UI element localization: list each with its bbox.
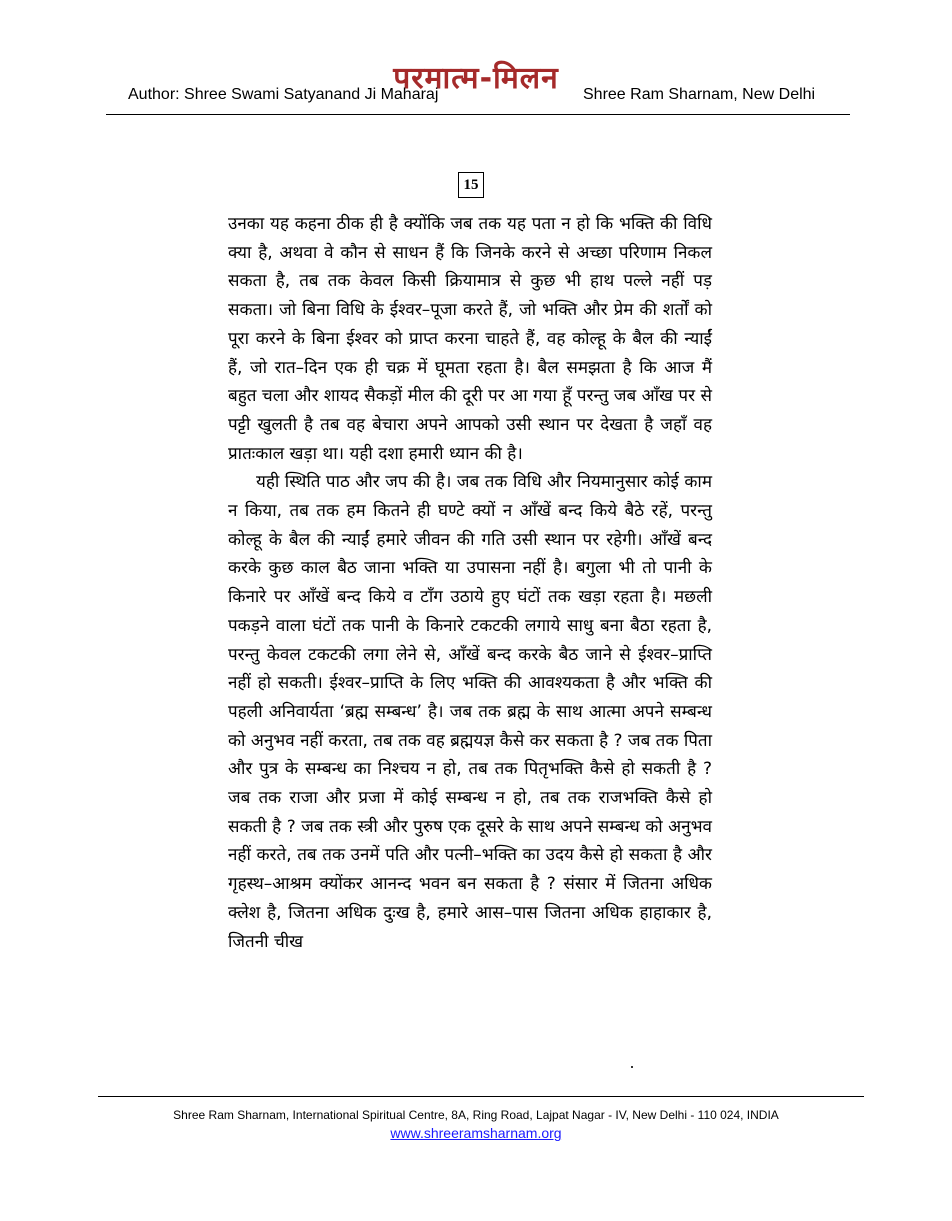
author-line: Author: Shree Swami Satyanand Ji Maharaj xyxy=(128,86,439,103)
footer-website-container xyxy=(0,1125,952,1141)
footer-address: Shree Ram Sharnam, International Spiritual Centre, 8A, Ring Road, Lajpat Nagar - IV, New Delhi - 110 024, INDIA xyxy=(173,1108,779,1122)
website-link[interactable]: www.shreeramsharnam.org xyxy=(390,1125,562,1141)
paragraph-2: यही स्थिति पाठ और जप की है। जब तक विधि और नियमानुसार कोई काम न किया, तब तक हम कितने ही घण्टे क्यों न आँखें बन्द किये बैठे रहें, परन्तु कोल्हू के बैल की न्याईं हमारे जीवन की गति उसी स्थान पर रहेगी। आँखें बन्द करके कुछ काल बैठ जाना भक्ति या उपासना नहीं है। बगुला भी तो पानी के किनारे पर आँखें बन्द किये व टाँग उठाये हुए घंटों तक खड़ा रहता है। मछली पकड़ने वाला घंटों तक पानी के किनारे टकटकी लगाये साधु बना बैठा रहता है, परन्तु केवल टकटकी लगा लेने से, आँखें बन्द करके बैठ जाने से ईश्वर–प्राप्ति नहीं हो सकती। ईश्वर–प्राप्ति के लिए भक्ति की आवश्यकता है और भक्ति की पहली अनिवार्यता ‘ब्रह्म सम्बन्ध’ है। जब तक ब्रह्म के साथ आत्मा अपने सम्बन्ध को अनुभव नहीं करता, तब तक वह ब्रह्मयज्ञ कैसे कर सकता है ? जब तक पिता और पुत्र के सम्बन्ध का निश्चय न हो, तब तक पितृभक्ति कैसे हो सकती है ? जब तक राजा और प्रजा में कोई सम्बन्ध न हो, तब तक राजभक्ति कैसे हो सकती है ? जब तक स्त्री और पुरुष एक दूसरे के साथ अपने सम्बन्ध को अनुभव नहीं करते, तब तक उनमें पति और पत्नी–भक्ति का उदय कैसे हो सकता है और गृहस्थ–आश्रम क्योंकर आनन्द भवन बन सकता है ? संसार में जितना अधिक क्लेश है, जितना अधिक दुःख है, हमारे आस–पास जितना अधिक हाहाकार है, जितनी चीख xyxy=(228,472,712,952)
page-number: 15 xyxy=(458,172,484,198)
footer-divider xyxy=(98,1096,864,1097)
paragraph-1: उनका यह कहना ठीक ही है क्योंकि जब तक यह पता न हो कि भक्ति की विधि क्या है, अथवा वे कौन से साधन हैं कि जिनके करने से अच्छा परिणाम निकल सकता है, तब तक केवल किसी क्रियामात्र से कुछ भी हाथ पल्ले नहीं पड़ सकता। जो बिना विधि के ईश्वर–पूजा करते हैं, जो भक्ति और प्रेम की शर्तों को पूरा करने के बिना ईश्वर को प्राप्त करना चाहते हैं, वह कोल्हू के बैल की न्याईं हैं, जो रात–दिन एक ही चक्र में घूमता रहता है। बैल समझता है कि आज मैं बहुत चला और शायद सैकड़ों मील की दूरी पर आ गया हूँ परन्तु जब आँख पर से पट्टी खुलती है तब वह बेचारा अपने आपको उसी स्थान पर देखता है जहाँ वह प्रातःकाल खड़ा था। यही दशा हमारी ध्यान की है। xyxy=(228,214,712,464)
body-text xyxy=(228,210,712,956)
book-title: परमात्म-मिलन xyxy=(393,61,559,96)
publisher-line: Shree Ram Sharnam, New Delhi xyxy=(583,86,816,103)
stray-mark xyxy=(631,1066,633,1068)
header-divider xyxy=(106,114,850,115)
